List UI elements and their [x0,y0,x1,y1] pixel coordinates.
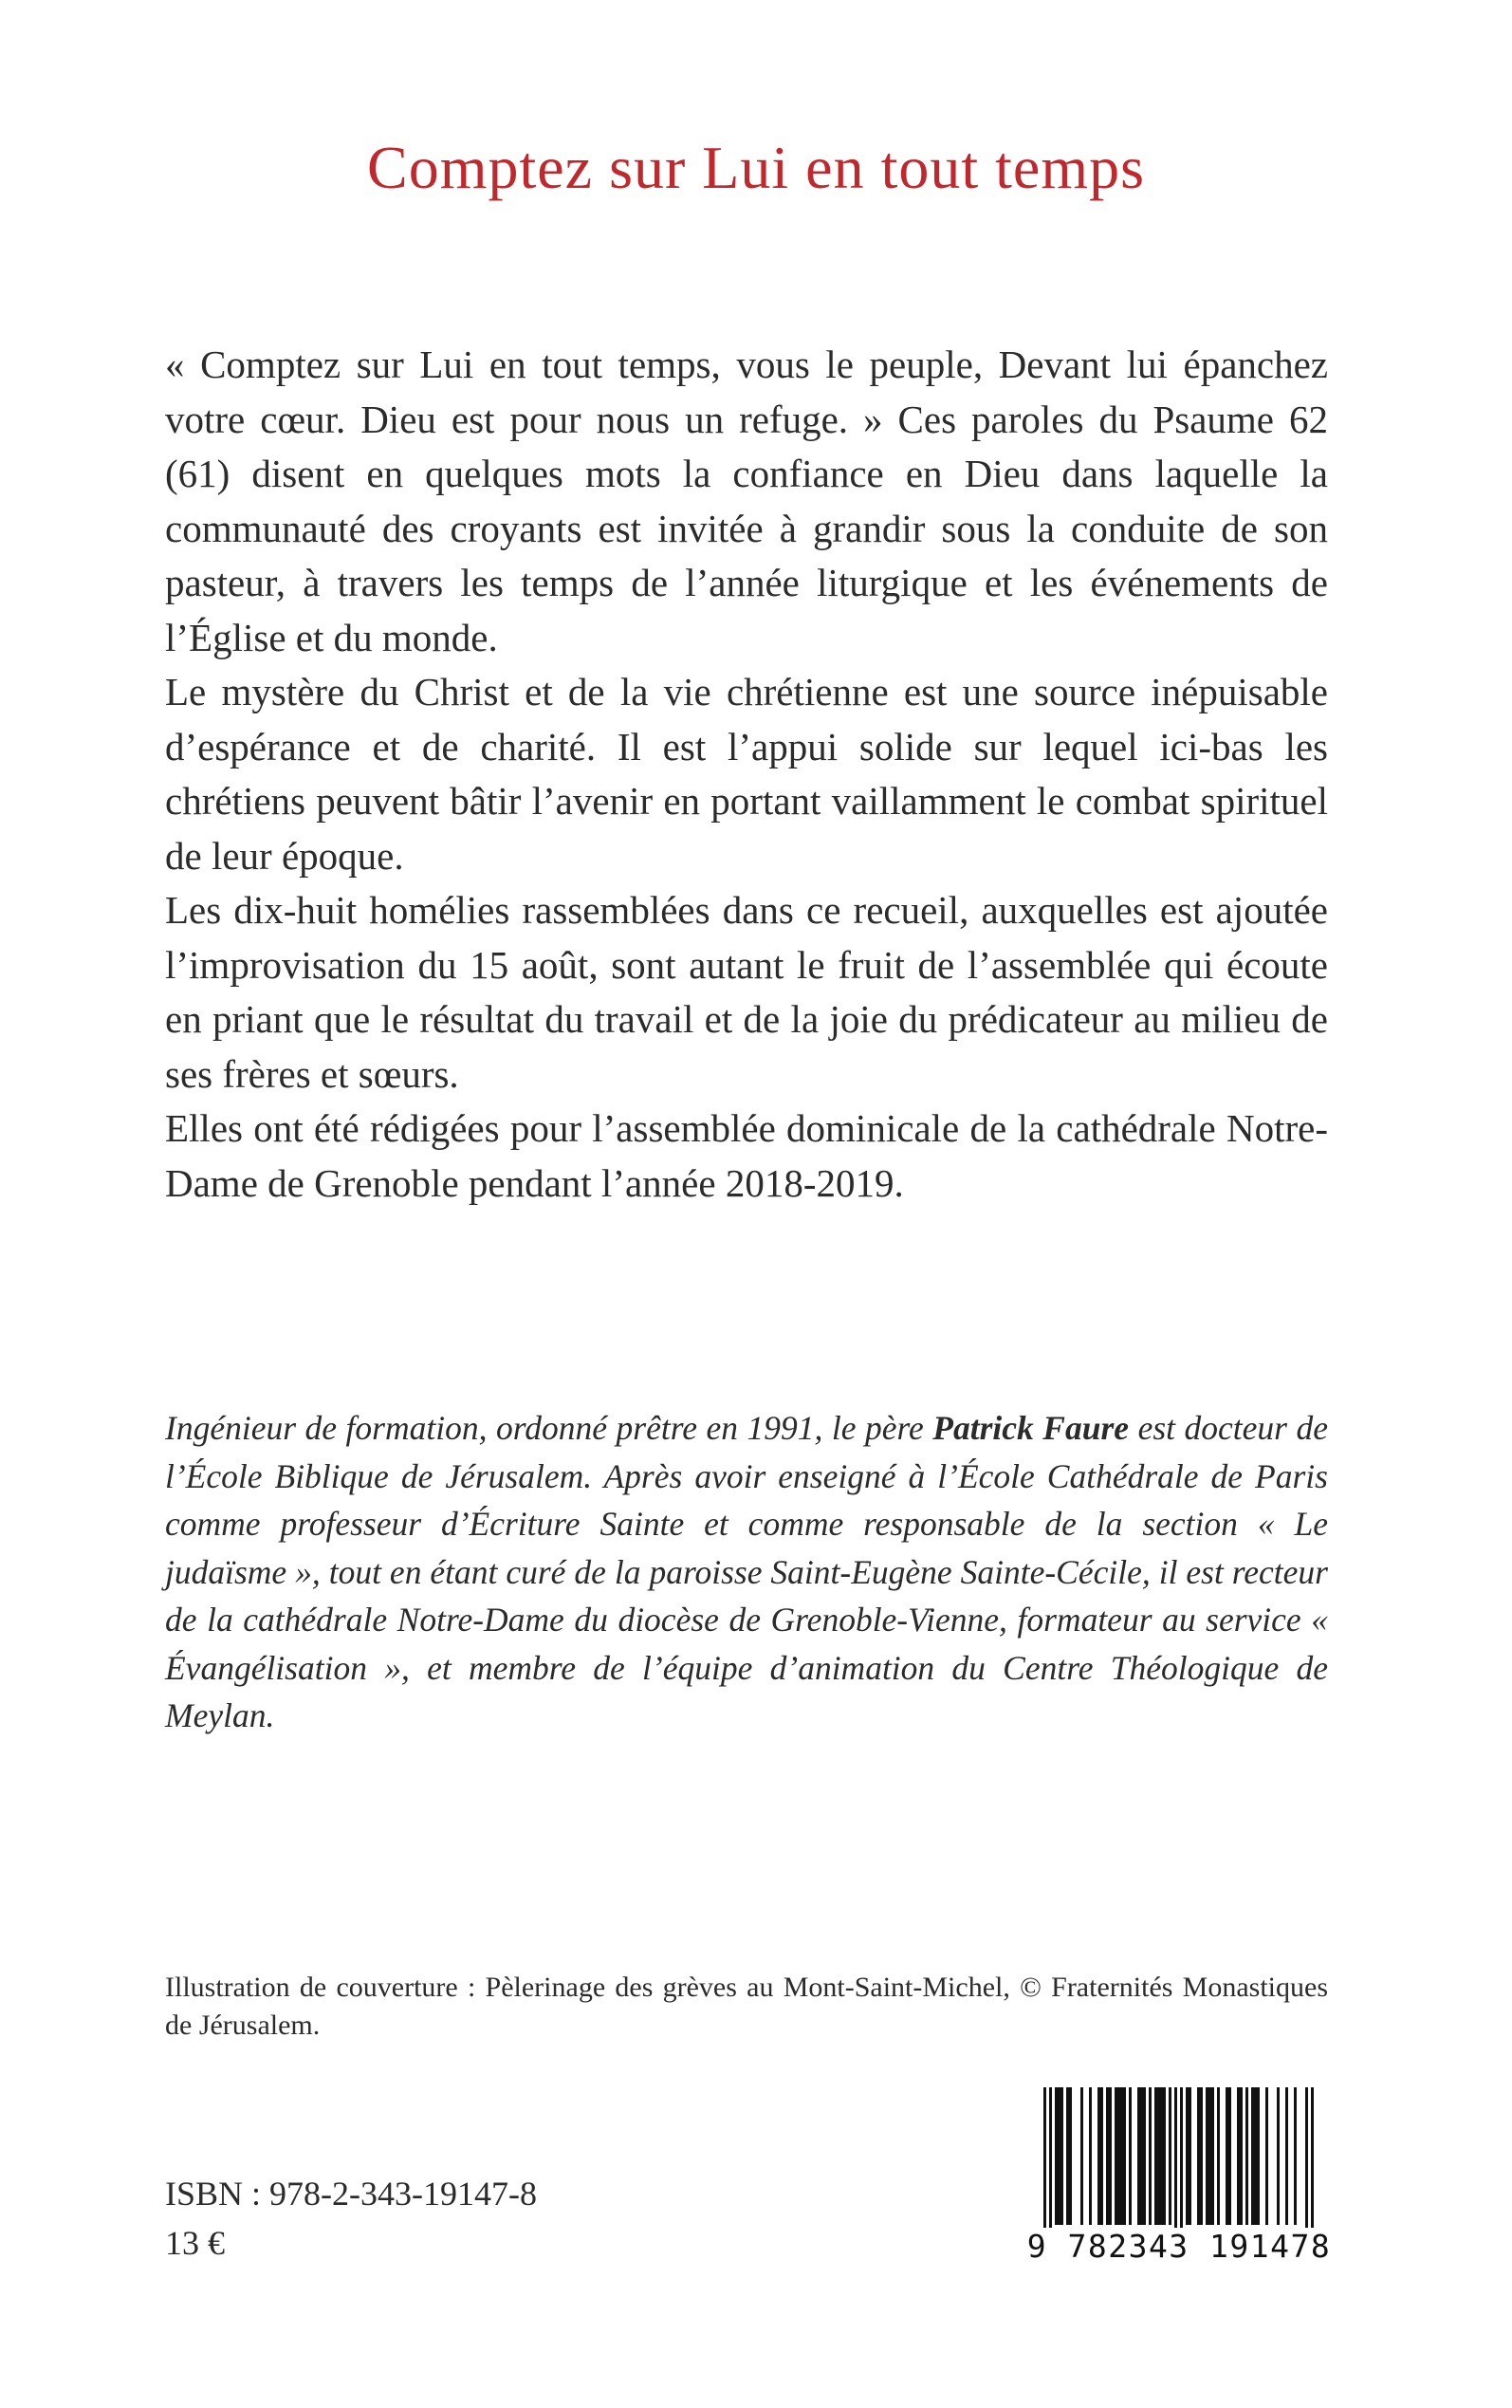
barcode-bar [1160,2087,1163,2225]
barcode-bar [1257,2087,1260,2225]
barcode-bars [1023,2087,1336,2234]
barcode-bar [1285,2087,1288,2225]
barcode-bar [1058,2087,1060,2225]
blurb-paragraph: Les dix-huit homélies rassemblées dans ce recueil, auxquelles est ajoutée l’improvisation du 15 août, sont autant le fruit de l’assemblée qui écoute en priant que le résultat du travail et de la joie du prédicateur au milieu de ses frères et sœurs. [165,888,1328,1096]
barcode-bar [1117,2087,1120,2225]
barcode-bar [1066,2087,1069,2225]
blurb-paragraph: Elles ont été rédigées pour l’assemblée dominicale de la cathédrale Notre-Dame de Grenoble pendant l’année 2018-2019. [165,1106,1328,1205]
price: 13 € [165,2224,225,2262]
barcode-bar [1157,2087,1160,2225]
barcode-bar [1211,2087,1214,2225]
barcode-bar [1237,2087,1240,2225]
barcode-bar [1311,2087,1314,2234]
barcode-bar [1154,2087,1157,2225]
barcode-bar [1254,2087,1257,2225]
barcode-bar [1197,2087,1200,2225]
barcode-bar [1120,2087,1123,2225]
illustration-credit: Illustration de couverture : Pèlerinage des grèves au Mont-Saint-Michel, © Fraternités Monastiques de Jérusalem. [165,1972,1328,2041]
barcode-bar [1100,2087,1103,2225]
barcode-bar [1240,2087,1243,2225]
barcode-bar [1060,2087,1063,2225]
barcode-bar [1206,2087,1208,2225]
barcode-bar [1123,2087,1126,2225]
barcode-bar [1089,2087,1092,2225]
blurb-paragraph: « Comptez sur Lui en tout temps, vous le peuple, Devant lui épanchez votre cœur. Dieu est pour nous un refuge. » Ces paroles du Psaume 62 (61) disent en quelques mots la confiance en Dieu dans laquelle la communauté des croyants est invitée à grandir sous la conduite de son pasteur, à travers les temps de l’année liturgique et les événements de l’Église et du monde. [165,343,1328,659]
barcode-bar [1043,2087,1046,2234]
barcode-bar [1200,2087,1203,2225]
barcode-bar [1129,2087,1132,2225]
barcode-bar [1217,2087,1220,2225]
barcode-bar [1169,2087,1171,2225]
barcode-bar [1115,2087,1117,2225]
barcode-digits: 9 782343 191478 [1023,2228,1336,2266]
barcode-bar [1149,2087,1152,2225]
barcode-bar [1245,2087,1248,2225]
barcode-bar [1137,2087,1140,2225]
author-bio-body: est docteur de l’École Biblique de Jérusalem. Après avoir enseigné à l’École Cathédrale de Paris comme professeur d’Écriture Sainte et comme responsable de la section « Le judaïsme », tout en étant curé de la paroisse Saint-Eugène Sainte-Cécile, il est recteur de la cathédrale Notre-Dame du diocèse de Grenoble-Vienne, formateur au service « Évangélisation », et membre de l’équipe d’animation du Centre Théologique de Meylan. [165,1409,1328,1734]
author-bio [165,1404,1328,1740]
author-name: Patrick Faure [932,1409,1130,1447]
barcode-bar [1143,2087,1146,2225]
barcode-bar [1055,2087,1058,2225]
back-cover-blurb [165,338,1328,1211]
barcode-bar [1305,2087,1308,2234]
barcode-bar [1174,2087,1177,2234]
barcode-bar [1251,2087,1254,2225]
barcode-bar [1189,2087,1191,2225]
barcode-bar [1208,2087,1211,2225]
book-title: Comptez sur Lui en tout temps [367,134,1145,201]
barcode-bar [1049,2087,1052,2234]
author-bio-intro: Ingénieur de formation, ordonné prêtre en 1991, le père [165,1409,933,1447]
barcode [1023,2087,1336,2272]
barcode-bar [1228,2087,1231,2225]
barcode-bar [1109,2087,1112,2225]
barcode-bar [1226,2087,1228,2225]
barcode-bar [1265,2087,1268,2225]
blurb-paragraph: Le mystère du Christ et de la vie chrétienne est une source inépuisable d’espérance et de charité. Il est l’appui solide sur lequel ici-bas les chrétiens peuvent bâtir l’avenir en portant vaillamment le combat spirituel de leur époque. [165,670,1328,878]
barcode-bar [1080,2087,1083,2225]
barcode-bar [1097,2087,1100,2225]
barcode-bar [1277,2087,1280,2225]
barcode-bar [1186,2087,1189,2225]
barcode-bar [1106,2087,1109,2225]
barcode-bar [1163,2087,1166,2225]
barcode-bar [1294,2087,1297,2225]
barcode-bar [1180,2087,1183,2234]
barcode-bar [1140,2087,1143,2225]
barcode-bar [1069,2087,1072,2225]
isbn: ISBN : 978-2-343-19147-8 [165,2175,537,2213]
